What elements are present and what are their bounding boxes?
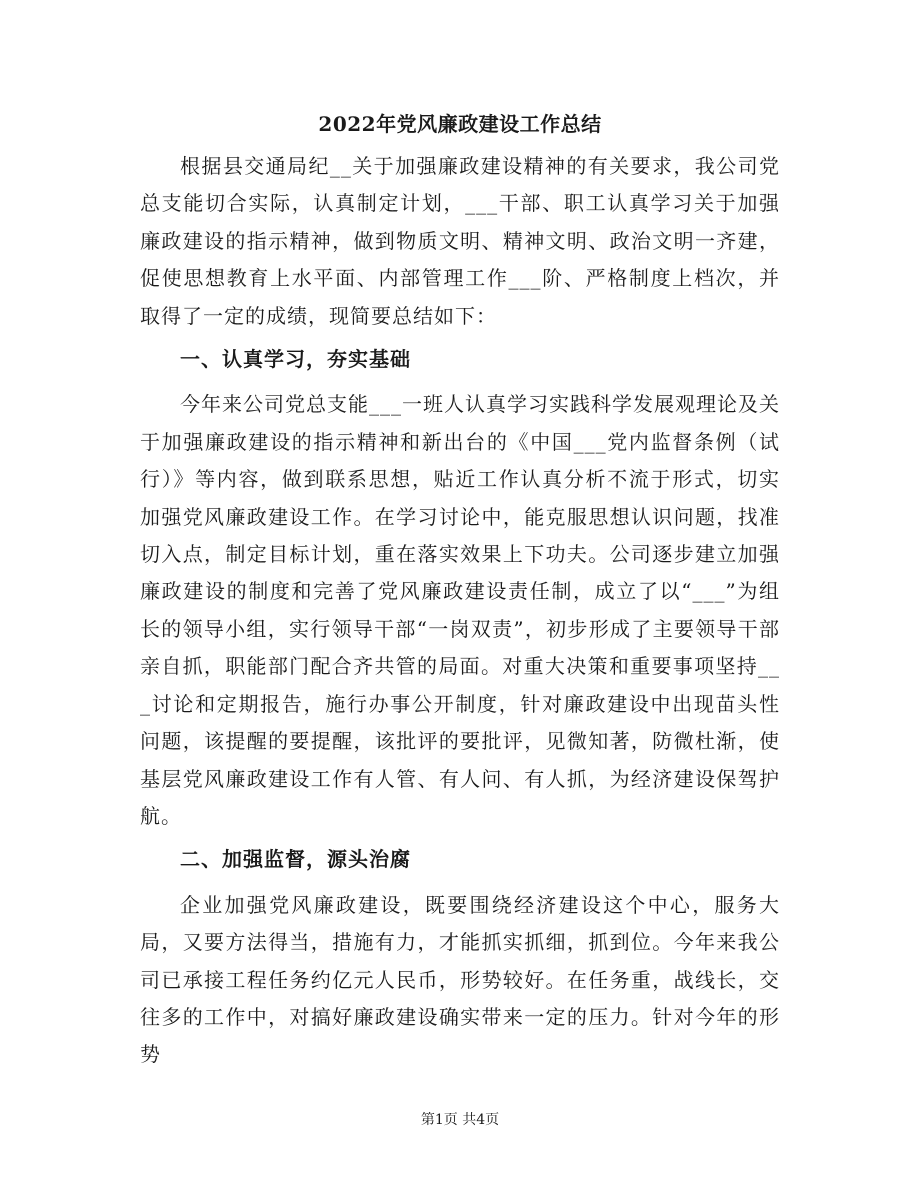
document-body xyxy=(140,148,780,1080)
section-2-heading: 二、加强监督，源头治腐 xyxy=(180,847,411,872)
section-1-paragraph: 今年来公司党总支能___一班人认真学习实践科学发展观理论及关于加强廉政建设的指示精神和新出台的《中国___党内监督条例（试行）》等内容，做到联系思想，贴近工作认真分析不流于形式，切实加强党风廉政建设工作。在学习讨论中，能克服思想认识问题，找准切入点，制定目标计划，重在落实效果上下功夫。公司逐步建立加强廉政建设的制度和完善了党风廉政建设责任制，成立了以“___”为组长的领导小组，实行领导干部“一岗双责”，初步形成了主要领导干部亲自抓，职能部门配合齐共管的局面。对重大决策和重要事项坚持___讨论和定期报告，施行办事公开制度，针对廉政建设中出现苗头性问题，该提醒的要提醒，该批评的要批评，见微知著，防微杜渐，使基层党风廉政建设工作有人管、有人问、有人抓，为经济建设保驾护航。 xyxy=(140,392,780,828)
document-title: 2022年党风廉政建设工作总结 xyxy=(318,112,602,136)
section-2-paragraph: 企业加强党风廉政建设，既要围绕经济建设这个中心，服务大局，又要方法得当，措施有力，才能抓实抓细，抓到位。今年来我公司已承接工程任务约亿元人民币，形势较好。在任务重，战线长，交往多的工作中，对搞好廉政建设确实带来一定的压力。针对今年的形势 xyxy=(140,892,780,1067)
page-footer: 第1页 共4页 xyxy=(420,1112,500,1128)
section-1-heading: 一、认真学习，夯实基础 xyxy=(180,347,411,372)
intro-paragraph: 根据县交通局纪__关于加强廉政建设精神的有关要求，我公司党总支能切合实际，认真制定计划，___干部、职工认真学习关于加强廉政建设的指示精神，做到物质文明、精神文明、政治文明一齐建，促使思想教育上水平面、内部管理工作___阶、严格制度上档次，并取得了一定的成绩，现简要总结如下： xyxy=(140,154,780,328)
